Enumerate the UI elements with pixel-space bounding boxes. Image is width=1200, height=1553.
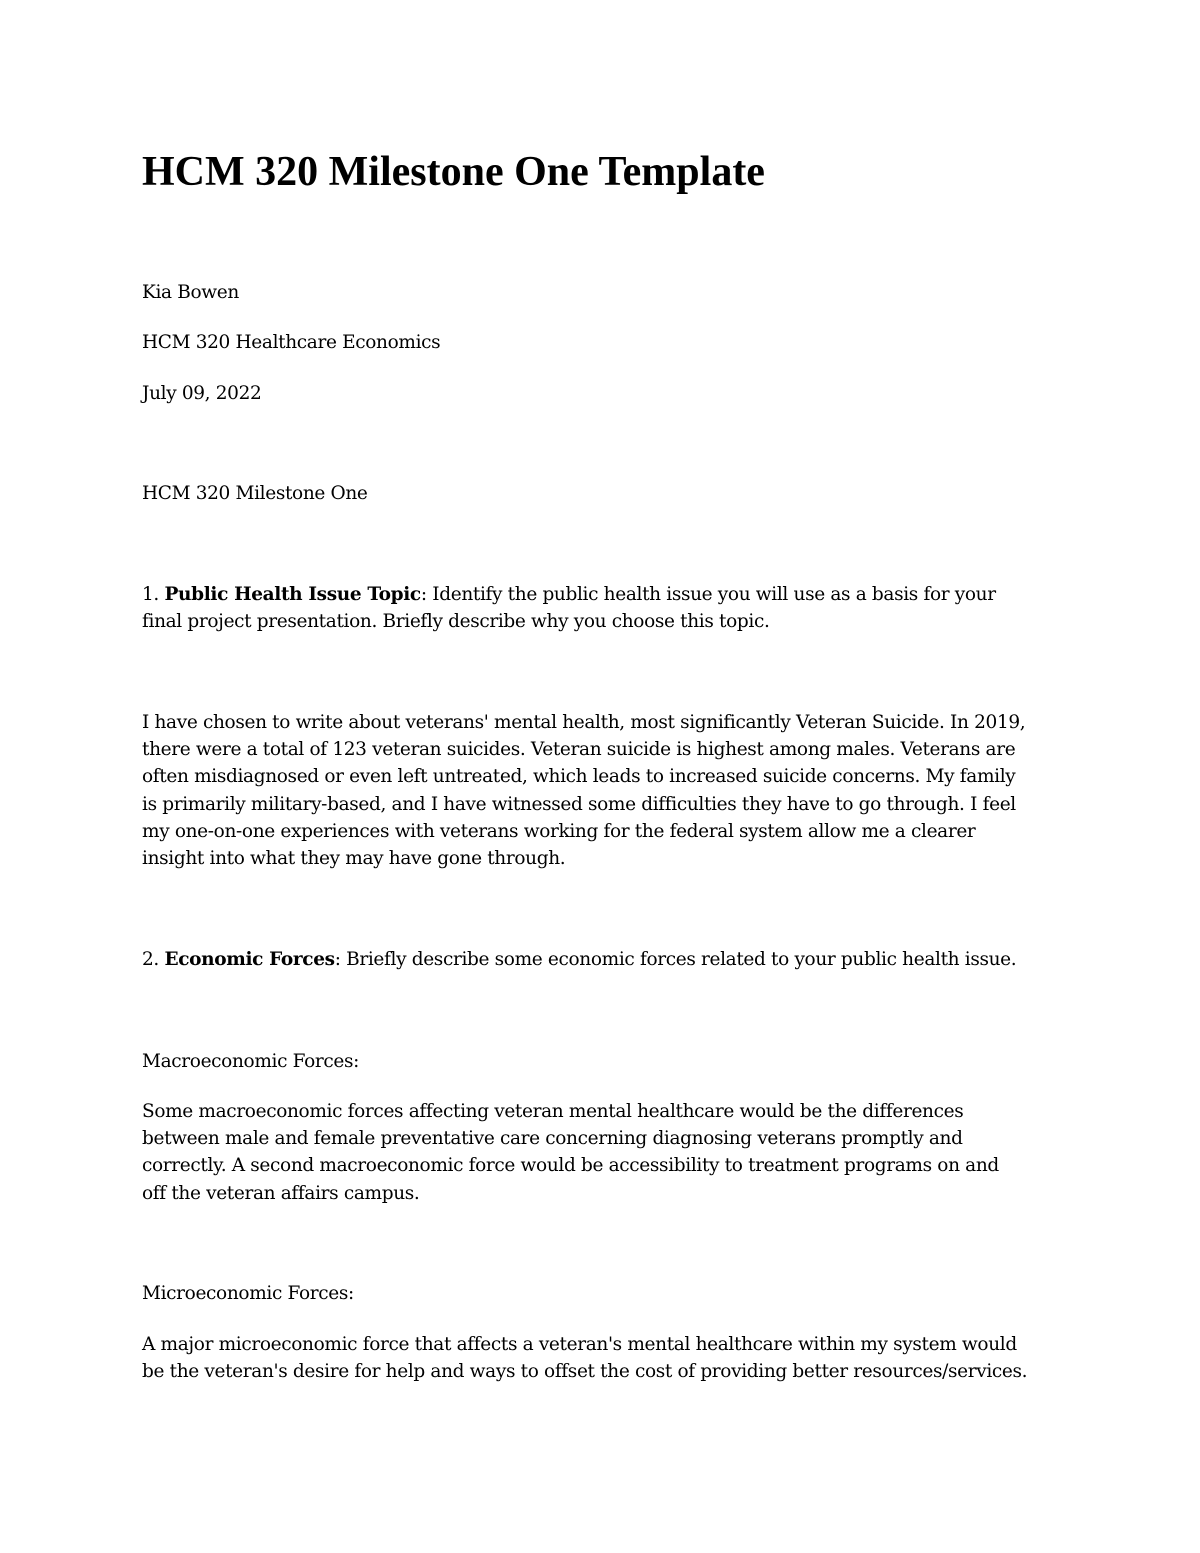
section1-prompt xyxy=(142,581,1062,635)
section1-prompt-line: final project presentation. Briefly describe why you choose this topic. xyxy=(142,611,770,633)
section1-answer xyxy=(142,709,1062,872)
macro-line: between male and female preventative care concerning diagnosing veterans promptly and xyxy=(142,1128,963,1150)
answer-line: often misdiagnosed or even left untreated, which leads to increased suicide concerns. My family xyxy=(142,766,1016,788)
section2-prompt-text: : Briefly describe some economic forces related to your public health issue. xyxy=(334,949,1017,970)
macro-forces-label: Macroeconomic Forces: xyxy=(142,1051,360,1072)
section2-number: 2. xyxy=(142,949,159,970)
macro-line: Some macroeconomic forces affecting veteran mental healthcare would be the differences xyxy=(142,1101,964,1122)
course-name: HCM 320 Healthcare Economics xyxy=(142,332,441,353)
answer-line: is primarily military-based, and I have witnessed some difficulties they have to go through. I feel xyxy=(142,793,1016,815)
micro-forces-text xyxy=(142,1331,1062,1385)
section1-prompt-line xyxy=(142,581,1062,608)
section1-heading: Public Health Issue Topic xyxy=(164,584,421,605)
section1-number: 1. xyxy=(142,584,159,605)
section2-prompt xyxy=(142,946,1062,973)
micro-line: A major microeconomic force that affects a veteran's mental healthcare within my system would xyxy=(142,1334,1017,1355)
macro-forces-text xyxy=(142,1098,1062,1207)
micro-line: be the veteran's desire for help and ways to offset the cost of providing better resources/services. xyxy=(142,1361,1028,1383)
section2-heading: Economic Forces xyxy=(164,949,335,970)
answer-line: insight into what they may have gone through. xyxy=(142,848,566,870)
macro-line: off the veteran affairs campus. xyxy=(142,1182,420,1204)
answer-line: I have chosen to write about veterans' mental health, most significantly Veteran Suicide. In 2019, xyxy=(142,712,1026,733)
answer-line: my one-on-one experiences with veterans working for the federal system allow me a clearer xyxy=(142,820,976,842)
section1-prompt-text: : Identify the public health issue you will use as a basis for your xyxy=(420,584,996,605)
section2-prompt-line xyxy=(142,946,1062,973)
document-title: HCM 320 Milestone One Template xyxy=(142,149,765,195)
macro-line: correctly. A second macroeconomic force would be accessibility to treatment programs on and xyxy=(142,1155,999,1177)
author-name: Kia Bowen xyxy=(142,282,239,303)
document-subtitle: HCM 320 Milestone One xyxy=(142,483,368,504)
answer-line: there were a total of 123 veteran suicides. Veteran suicide is highest among males. Veterans are xyxy=(142,739,1016,761)
document-date: July 09, 2022 xyxy=(142,383,262,404)
micro-forces-label: Microeconomic Forces: xyxy=(142,1283,354,1304)
